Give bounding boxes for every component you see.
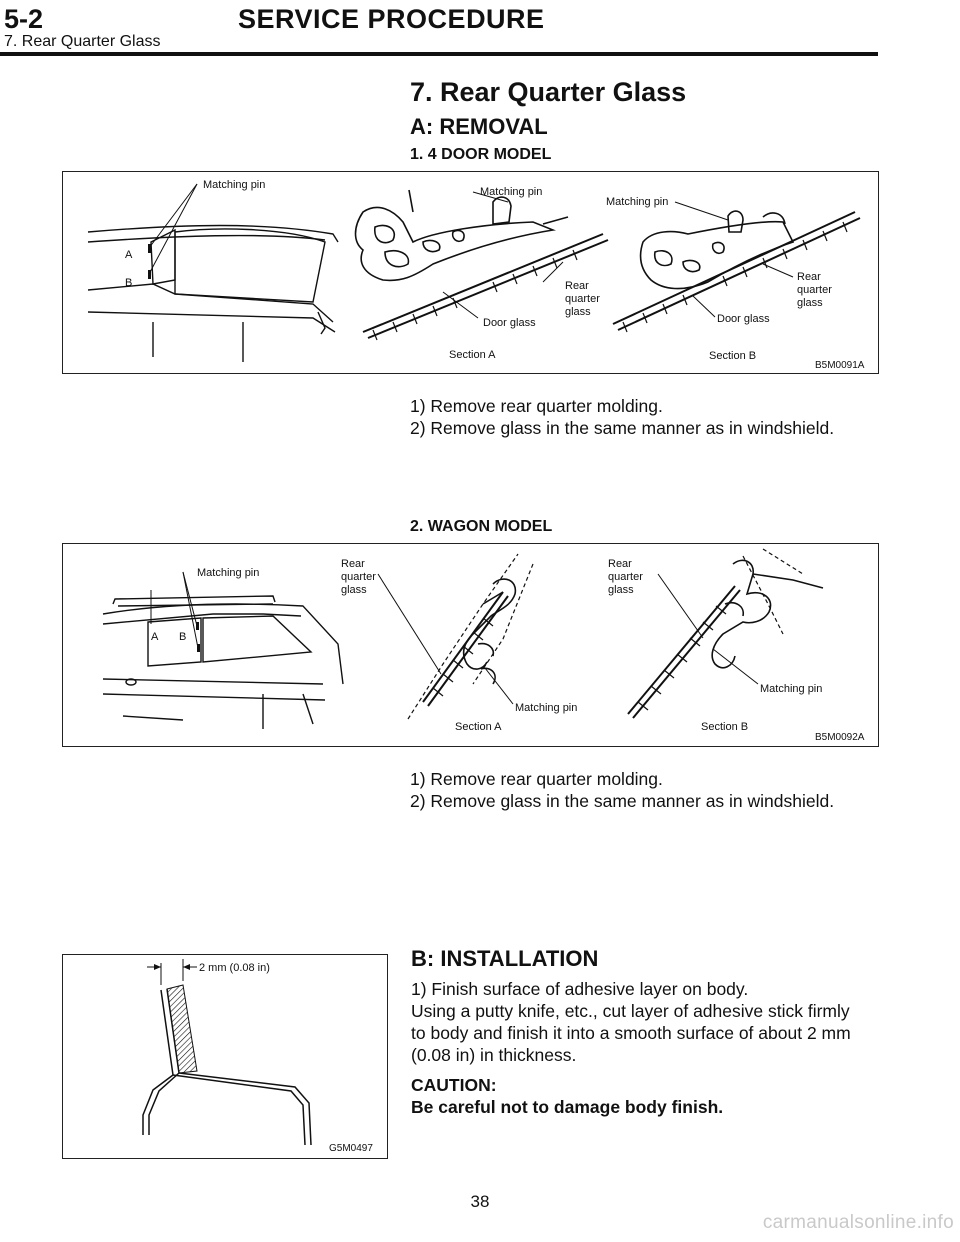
label-door-glass-a: Door glass: [483, 317, 536, 329]
adhesive-diagram: [63, 955, 387, 1158]
installation-section: [411, 946, 881, 1118]
label-glass-wa: glass: [341, 584, 367, 596]
label-a-w: A: [151, 631, 159, 643]
four-door-step-2: 2) Remove glass in the same manner as in windshield.: [410, 418, 835, 438]
four-door-diagram: [63, 172, 878, 373]
header-subtitle: 7. Rear Quarter Glass: [4, 33, 161, 50]
header-rule: [0, 52, 878, 56]
label-b-w: B: [179, 631, 187, 643]
label-rear-wa: Rear: [341, 558, 365, 570]
installation-step-1: 1) Finish surface of adhesive layer on body.: [411, 979, 749, 999]
four-door-figure: [62, 171, 879, 374]
page-title: 7. Rear Quarter Glass: [410, 77, 687, 107]
four-door-step-1: 1) Remove rear quarter molding.: [410, 396, 663, 416]
label-quarter-wa: quarter: [341, 571, 376, 583]
caution-label: CAUTION:: [411, 1075, 497, 1095]
label-door-glass-b: Door glass: [717, 313, 770, 325]
label-section-a: Section A: [449, 349, 496, 361]
label-b: B: [125, 277, 133, 289]
label-glass-wb: glass: [608, 584, 634, 596]
installation-line-3: (0.08 in) in thickness.: [411, 1045, 577, 1065]
label-matching-pin-2: Matching pin: [480, 186, 543, 198]
label-quarter-b: quarter: [797, 284, 832, 296]
label-section-a-w: Section A: [455, 721, 502, 733]
label-section-b: Section B: [709, 350, 757, 362]
label-quarter-wb: quarter: [608, 571, 643, 583]
wagon-steps: [410, 768, 834, 812]
label-dimension: 2 mm (0.08 in): [199, 962, 270, 974]
label-rear-wb: Rear: [608, 558, 632, 570]
watermark: carmanualsonline.info: [762, 1212, 954, 1233]
page-number: 38: [470, 1192, 490, 1211]
installation-line-2: to body and finish it into a smooth surface of about 2 mm: [411, 1023, 851, 1043]
wagon-step-1: 1) Remove rear quarter molding.: [410, 769, 663, 789]
label-a: A: [125, 249, 133, 261]
section-number: 5-2: [4, 4, 44, 34]
wagon-figure: [62, 543, 879, 747]
four-door-steps: [410, 395, 834, 439]
label-section-b-w: Section B: [701, 721, 749, 733]
adhesive-figure: [62, 954, 388, 1159]
section-title: SERVICE PROCEDURE: [238, 4, 545, 34]
label-matching-pin-1: Matching pin: [203, 179, 266, 191]
label-matching-pin-w1: Matching pin: [197, 567, 260, 579]
installation-line-1: Using a putty knife, etc., cut layer of adhesive stick firmly: [411, 1001, 850, 1021]
wagon-heading: 2. WAGON MODEL: [410, 518, 553, 535]
label-matching-pin-w3: Matching pin: [760, 683, 823, 695]
label-glass-a: glass: [565, 306, 591, 318]
label-matching-pin-w2: Matching pin: [515, 702, 578, 714]
caution-text: Be careful not to damage body finish.: [411, 1097, 724, 1117]
wagon-diagram: [63, 544, 878, 746]
label-quarter-a: quarter: [565, 293, 600, 305]
label-glass-b: glass: [797, 297, 823, 309]
removal-heading: A: REMOVAL: [410, 114, 548, 139]
figure-code-2: B5M0092A: [815, 732, 865, 743]
installation-heading: B: INSTALLATION: [411, 946, 599, 971]
label-rear-b: Rear: [797, 271, 821, 283]
figure-code-3: G5M0497: [329, 1143, 373, 1154]
four-door-heading: 1. 4 DOOR MODEL: [410, 146, 552, 163]
label-matching-pin-3: Matching pin: [606, 196, 669, 208]
label-rear-a: Rear: [565, 280, 589, 292]
figure-code-1: B5M0091A: [815, 360, 865, 371]
wagon-step-2: 2) Remove glass in the same manner as in windshield.: [410, 791, 835, 811]
